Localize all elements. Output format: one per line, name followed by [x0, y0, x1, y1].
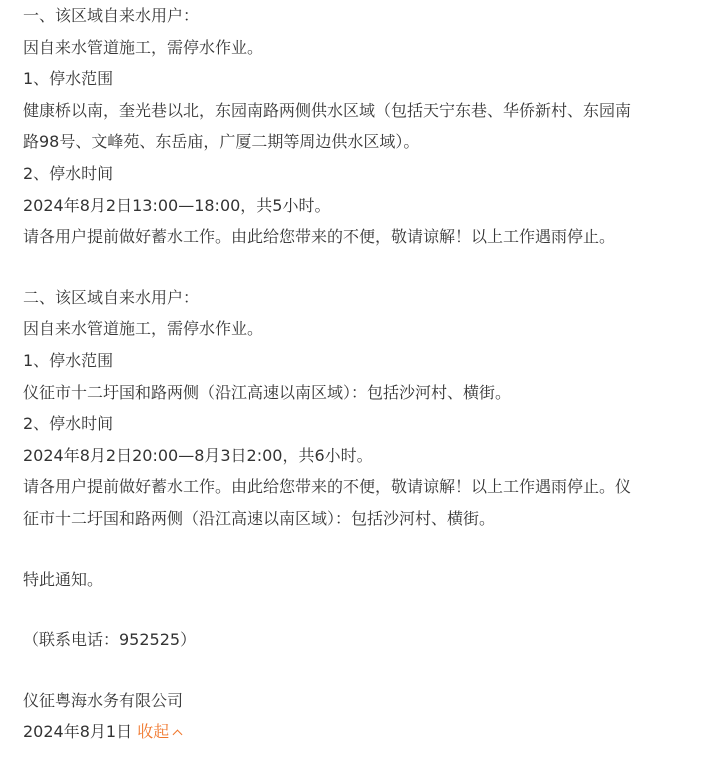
- section1-reason: 因自来水管道施工，需停水作业。: [23, 37, 264, 57]
- section1-scope-title: 1、停水范围: [23, 69, 114, 89]
- company-name: 仪征粤海水务有限公司: [23, 690, 184, 710]
- blank-line: [23, 656, 714, 685]
- blank-line: [23, 253, 714, 282]
- section2-heading: 二、该区域自来水用户：: [23, 287, 200, 307]
- section2-scope-title: 1、停水范围: [23, 350, 114, 370]
- section2-time: 2024年8月2日20:00—8月3日2:00，共6小时。: [23, 445, 373, 465]
- section1-heading: 一、该区域自来水用户：: [23, 6, 200, 25]
- blank-line: [23, 595, 714, 624]
- section1-time-title: 2、停水时间: [23, 163, 114, 183]
- section1-time: 2024年8月2日13:00—18:00，共5小时。: [23, 195, 331, 215]
- section2-note-line2: 征市十二圩国和路两侧（沿江高速以南区域）：包括沙河村、横街。: [23, 508, 496, 528]
- blank-line: [23, 535, 714, 564]
- section2-reason: 因自来水管道施工，需停水作业。: [23, 319, 264, 339]
- section2-note-line1: 请各用户提前做好蓄水工作。由此给您带来的不便，敬请谅解！以上工作遇雨停止。仪: [23, 477, 632, 497]
- section1-note: 请各用户提前做好蓄水工作。由此给您带来的不便，敬请谅解！以上工作遇雨停止。: [23, 227, 616, 247]
- section2-time-title: 2、停水时间: [23, 414, 114, 434]
- section1-scope-line1: 健康桥以南，奎光巷以北，东园南路两侧供水区域（包括天宁东巷、华侨新村、东园南: [23, 100, 632, 120]
- collapse-label: 收起: [137, 722, 170, 742]
- closing-text: 特此通知。: [23, 569, 104, 589]
- section2-scope: 仪征市十二圩国和路两侧（沿江高速以南区域）：包括沙河村、横街。: [23, 382, 512, 402]
- contact-phone: （联系电话：952525）: [23, 630, 197, 650]
- collapse-link[interactable]: [137, 722, 181, 741]
- section1-scope-line2: 路98号、文峰苑、东岳庙，广厦二期等周边供水区域）。: [23, 132, 420, 152]
- date-line: [23, 716, 714, 748]
- notice-date: 2024年8月1日: [23, 722, 133, 742]
- chevron-up-icon: [173, 730, 183, 740]
